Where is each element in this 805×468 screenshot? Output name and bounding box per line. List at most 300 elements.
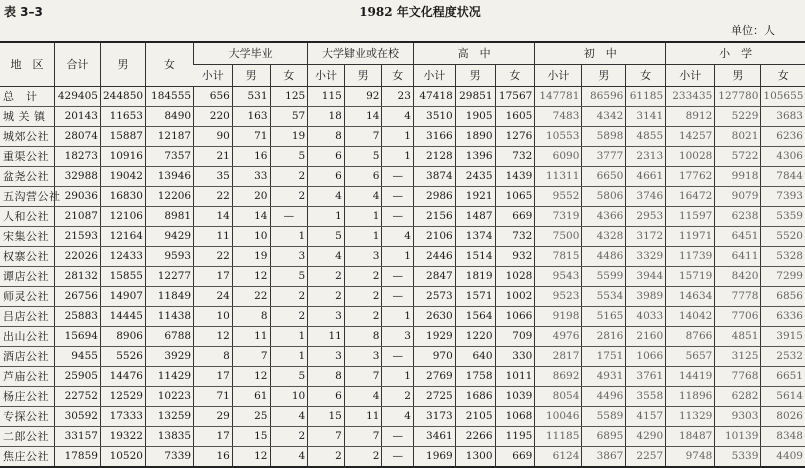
table-cell: 71 [232, 127, 270, 147]
table-cell: 932 [495, 247, 535, 267]
table-cell: 669 [495, 447, 535, 468]
table-cell: 2 [344, 447, 382, 468]
table-cell: 2817 [535, 347, 582, 367]
table-cell: 6 [308, 167, 345, 187]
table-cell: 8420 [715, 267, 761, 287]
table-cell: 2 [308, 267, 345, 287]
table-cell: 11739 [666, 247, 715, 267]
table-cell: 10 [232, 227, 270, 247]
region-name: 谭店公社 [0, 267, 54, 287]
table-row [0, 427, 805, 447]
table-cell: 5328 [761, 247, 805, 267]
table-cell: 8981 [145, 207, 193, 227]
table-cell: 9429 [145, 227, 193, 247]
table-cell: 22026 [54, 247, 100, 267]
table-cell: 25 [232, 407, 270, 427]
table-cell: 19 [270, 127, 308, 147]
table-cell: 6 [308, 147, 345, 167]
subheader-cell: 女 [626, 65, 666, 87]
table-cell: 25883 [54, 307, 100, 327]
header-group-university-grad: 大学毕业 [194, 42, 308, 65]
table-cell: 1 [344, 207, 382, 227]
table-cell: 1819 [455, 267, 495, 287]
table-cell: — [382, 167, 413, 187]
table-cell: 2816 [582, 327, 626, 347]
page-title: 1982 年文化程度状况 [359, 5, 481, 19]
table-cell: 11971 [666, 227, 715, 247]
region-name: 重渠公社 [0, 147, 54, 167]
table-cell: 3173 [413, 407, 455, 427]
table-cell: 1890 [455, 127, 495, 147]
table-cell: 1921 [455, 187, 495, 207]
data-table [0, 41, 805, 468]
table-cell: 3761 [626, 367, 666, 387]
table-cell: 9303 [715, 407, 761, 427]
table-cell: 16 [232, 147, 270, 167]
table-cell: 90 [194, 127, 233, 147]
table-cell: 429405 [54, 87, 100, 107]
table-cell: 5359 [761, 207, 805, 227]
table-cell: 3929 [145, 347, 193, 367]
table-cell: 23 [382, 87, 413, 107]
table-cell: 29036 [54, 187, 100, 207]
table-cell: 3915 [761, 327, 805, 347]
table-cell: 1066 [495, 307, 535, 327]
table-cell: 330 [495, 347, 535, 367]
table-cell: 4157 [626, 407, 666, 427]
table-cell: 3558 [626, 387, 666, 407]
table-row [0, 187, 805, 207]
table-cell: 125 [270, 87, 308, 107]
table-cell: 1 [382, 127, 413, 147]
table-cell: 21593 [54, 227, 100, 247]
table-cell: 11429 [145, 367, 193, 387]
table-cell: 9748 [666, 447, 715, 468]
table-cell: 26756 [54, 287, 100, 307]
table-cell: 33 [232, 167, 270, 187]
table-cell: 16830 [100, 187, 145, 207]
table-cell: 10046 [535, 407, 582, 427]
table-number: 表 3–3 [4, 5, 43, 19]
table-cell: 1905 [455, 107, 495, 127]
table-cell: 105655 [761, 87, 805, 107]
table-row [0, 447, 805, 468]
table-cell: 656 [194, 87, 233, 107]
region-name: 盆尧公社 [0, 167, 54, 187]
table-cell: 9552 [535, 187, 582, 207]
table-row [0, 207, 805, 227]
table-cell: 1969 [413, 447, 455, 468]
table-cell: 2266 [455, 427, 495, 447]
table-cell: 21087 [54, 207, 100, 227]
table-cell: 6336 [761, 307, 805, 327]
table-cell: 61185 [626, 87, 666, 107]
table-cell: 6090 [535, 147, 582, 167]
subheader-cell: 男 [232, 65, 270, 87]
table-cell: 163 [232, 107, 270, 127]
table-cell: 3777 [582, 147, 626, 167]
table-cell: 5 [308, 227, 345, 247]
table-cell: 10223 [145, 387, 193, 407]
table-cell: 11 [194, 227, 233, 247]
table-cell: 2 [308, 287, 345, 307]
table-row [0, 307, 805, 327]
table-cell: 14 [344, 107, 382, 127]
table-cell: 6856 [761, 287, 805, 307]
table-cell: 2435 [455, 167, 495, 187]
table-cell: 4366 [582, 207, 626, 227]
table-cell: 11653 [100, 107, 145, 127]
table-cell: — [382, 207, 413, 227]
table-cell: 47418 [413, 87, 455, 107]
table-cell: 2 [270, 427, 308, 447]
table-cell: 1220 [455, 327, 495, 347]
table-cell: 3510 [413, 107, 455, 127]
subheader-cell: 小计 [194, 65, 233, 87]
subheader-cell: 男 [582, 65, 626, 87]
table-cell: 12106 [100, 207, 145, 227]
table-cell: 5 [270, 267, 308, 287]
table-cell: 12277 [145, 267, 193, 287]
table-cell: 1 [344, 227, 382, 247]
table-cell: 7 [308, 427, 345, 447]
region-name: 城 关 镇 [0, 107, 54, 127]
table-cell: 5534 [582, 287, 626, 307]
table-cell: 4306 [761, 147, 805, 167]
table-cell: 7706 [715, 307, 761, 327]
region-name: 吕店公社 [0, 307, 54, 327]
table-cell: 4 [270, 447, 308, 468]
table-cell: 12187 [145, 127, 193, 147]
table-cell: 1 [270, 347, 308, 367]
table-row [0, 227, 805, 247]
table-cell: 22752 [54, 387, 100, 407]
header-female: 女 [145, 42, 193, 87]
table-cell: 10916 [100, 147, 145, 167]
table-cell: 127780 [715, 87, 761, 107]
table-cell: 11438 [145, 307, 193, 327]
table-row [0, 167, 805, 187]
table-cell: — [270, 207, 308, 227]
table-cell: 5339 [715, 447, 761, 468]
table-cell: 11 [232, 327, 270, 347]
table-cell: 1066 [626, 347, 666, 367]
table-cell: 2 [344, 307, 382, 327]
table-cell: 2257 [626, 447, 666, 468]
table-cell: 1065 [495, 187, 535, 207]
table-cell: 4 [344, 187, 382, 207]
table-cell: 12164 [100, 227, 145, 247]
table-cell: 3746 [626, 187, 666, 207]
table-cell: 2160 [626, 327, 666, 347]
table-cell: 17 [194, 427, 233, 447]
header-male: 男 [100, 42, 145, 87]
table-cell: 17 [194, 367, 233, 387]
table-cell: 13946 [145, 167, 193, 187]
region-name: 芦庙公社 [0, 367, 54, 387]
table-cell: 3329 [626, 247, 666, 267]
table-cell: 13835 [145, 427, 193, 447]
table-row [0, 147, 805, 167]
header-group-primary-school: 小 学 [666, 42, 805, 65]
table-cell: 6 [308, 387, 345, 407]
table-cell: 12433 [100, 247, 145, 267]
table-cell: 7299 [761, 267, 805, 287]
table-cell: — [382, 267, 413, 287]
table-cell: 4 [382, 407, 413, 427]
table-cell: 970 [413, 347, 455, 367]
table-cell: 3125 [715, 347, 761, 367]
header-total: 合计 [54, 42, 100, 87]
table-cell: 8054 [535, 387, 582, 407]
table-cell: 3141 [626, 107, 666, 127]
table-cell: 1 [270, 327, 308, 347]
table-cell: 2106 [413, 227, 455, 247]
header-region: 地 区 [0, 42, 54, 87]
table-cell: 1300 [455, 447, 495, 468]
table-cell: 2 [270, 287, 308, 307]
table-cell: 18487 [666, 427, 715, 447]
table-cell: 7815 [535, 247, 582, 267]
table-cell: 669 [495, 207, 535, 227]
table-cell: 9918 [715, 167, 761, 187]
page-header [0, 2, 805, 22]
table-cell: 1514 [455, 247, 495, 267]
region-name: 二郎公社 [0, 427, 54, 447]
table-cell: 15719 [666, 267, 715, 287]
table-cell: 7319 [535, 207, 582, 227]
table-cell: 9198 [535, 307, 582, 327]
table-cell: 4342 [582, 107, 626, 127]
table-cell: 5 [270, 367, 308, 387]
region-name: 宋集公社 [0, 227, 54, 247]
table-cell: 10 [194, 307, 233, 327]
table-cell: 57 [270, 107, 308, 127]
table-cell: 7 [344, 127, 382, 147]
region-name: 人和公社 [0, 207, 54, 227]
table-cell: 7500 [535, 227, 582, 247]
table-cell: 22 [232, 287, 270, 307]
table-cell: — [382, 427, 413, 447]
table-cell: 233435 [666, 87, 715, 107]
table-cell: 1374 [455, 227, 495, 247]
table-cell: 25905 [54, 367, 100, 387]
table-row [0, 347, 805, 367]
table-cell: 71 [194, 387, 233, 407]
table-cell: 14634 [666, 287, 715, 307]
table-cell: 8 [308, 127, 345, 147]
table-cell: 14257 [666, 127, 715, 147]
table-row [0, 367, 805, 387]
table-cell: 9523 [535, 287, 582, 307]
table-cell: 11849 [145, 287, 193, 307]
table-cell: 2532 [761, 347, 805, 367]
table-cell: 3461 [413, 427, 455, 447]
table-cell: 12 [232, 267, 270, 287]
table-cell: 9543 [535, 267, 582, 287]
region-name: 师灵公社 [0, 287, 54, 307]
table-cell: 2105 [455, 407, 495, 427]
table-cell: 4 [344, 387, 382, 407]
table-cell: 8766 [666, 327, 715, 347]
table-cell: 2 [344, 287, 382, 307]
table-cell: 13259 [145, 407, 193, 427]
subheader-cell: 小计 [413, 65, 455, 87]
table-cell: — [382, 187, 413, 207]
table-row [0, 267, 805, 287]
subheader-cell: 小计 [666, 65, 715, 87]
table-cell: 6 [344, 167, 382, 187]
table-cell: 16472 [666, 187, 715, 207]
table-cell: 1 [382, 307, 413, 327]
table-cell: 4 [308, 247, 345, 267]
table-cell: 14445 [100, 307, 145, 327]
table-cell: 2 [344, 267, 382, 287]
table-cell: 1751 [582, 347, 626, 367]
table-cell: 2847 [413, 267, 455, 287]
table-cell: 5526 [100, 347, 145, 367]
table-cell: 9455 [54, 347, 100, 367]
table-cell: 1929 [413, 327, 455, 347]
table-cell: 2953 [626, 207, 666, 227]
table-cell: 4 [382, 107, 413, 127]
table-cell: 11329 [666, 407, 715, 427]
table-cell: 19322 [100, 427, 145, 447]
table-cell: 7339 [145, 447, 193, 468]
total-row [0, 87, 805, 107]
table-cell: 8692 [535, 367, 582, 387]
table-cell: 8 [232, 307, 270, 327]
table-cell: 5589 [582, 407, 626, 427]
table-cell: 3 [308, 307, 345, 327]
table-cell: 7 [344, 367, 382, 387]
table-cell: 24 [194, 287, 233, 307]
table-cell: 32988 [54, 167, 100, 187]
table-cell: 4851 [715, 327, 761, 347]
table-cell: 6411 [715, 247, 761, 267]
table-cell: 1 [382, 247, 413, 267]
table-cell: 17762 [666, 167, 715, 187]
table-cell: 2 [270, 167, 308, 187]
table-cell: 2313 [626, 147, 666, 167]
table-cell: 3 [308, 347, 345, 367]
table-cell: 10139 [715, 427, 761, 447]
table-cell: 3867 [582, 447, 626, 468]
table-cell: 3989 [626, 287, 666, 307]
table-cell: 2725 [413, 387, 455, 407]
table-cell: 15 [308, 407, 345, 427]
table-cell: 33157 [54, 427, 100, 447]
table-body [0, 87, 805, 468]
table-cell: 15887 [100, 127, 145, 147]
table-cell: 2446 [413, 247, 455, 267]
table-cell: 6788 [145, 327, 193, 347]
table-cell: 2 [270, 307, 308, 327]
table-cell: 12206 [145, 187, 193, 207]
table-cell: 14 [232, 207, 270, 227]
table-cell: 3 [344, 247, 382, 267]
table-cell: 12 [232, 447, 270, 468]
table-cell: 17859 [54, 447, 100, 468]
table-cell: 3166 [413, 127, 455, 147]
table-cell: 7483 [535, 107, 582, 127]
table-cell: 8026 [761, 407, 805, 427]
table-row [0, 127, 805, 147]
table-cell: 1028 [495, 267, 535, 287]
table-row [0, 387, 805, 407]
table-cell: 11311 [535, 167, 582, 187]
table-cell: 1571 [455, 287, 495, 307]
table-cell: 2128 [413, 147, 455, 167]
table-cell: 4 [382, 227, 413, 247]
region-name: 专探公社 [0, 407, 54, 427]
table-cell: — [382, 287, 413, 307]
table-cell: 1758 [455, 367, 495, 387]
table-cell: 1011 [495, 367, 535, 387]
table-cell: 5599 [582, 267, 626, 287]
table-cell: 9079 [715, 187, 761, 207]
table-cell: 14419 [666, 367, 715, 387]
table-cell: 3944 [626, 267, 666, 287]
table-cell: 20 [232, 187, 270, 207]
table-cell: 8 [194, 347, 233, 367]
table-cell: 8912 [666, 107, 715, 127]
table-cell: 6282 [715, 387, 761, 407]
table-cell: 5722 [715, 147, 761, 167]
table-cell: 35 [194, 167, 233, 187]
table-cell: 11 [308, 327, 345, 347]
table-cell: 147781 [535, 87, 582, 107]
table-cell: 1487 [455, 207, 495, 227]
table-cell: 12 [232, 367, 270, 387]
table-cell: — [382, 447, 413, 468]
table-cell: 14907 [100, 287, 145, 307]
table-row [0, 327, 805, 347]
table-cell: 15694 [54, 327, 100, 347]
table-cell: 19 [232, 247, 270, 267]
table-cell: 4290 [626, 427, 666, 447]
table-cell: 1 [308, 207, 345, 227]
subheader-cell: 男 [344, 65, 382, 87]
table-cell: 5898 [582, 127, 626, 147]
region-name: 出山公社 [0, 327, 54, 347]
table-cell: 7357 [145, 147, 193, 167]
table-cell: 11185 [535, 427, 582, 447]
region-name: 五沟营公社 [0, 187, 54, 207]
table-cell: 4496 [582, 387, 626, 407]
region-name: 焦庄公社 [0, 447, 54, 468]
region-name: 城郊公社 [0, 127, 54, 147]
table-cell: 6124 [535, 447, 582, 468]
subheader-cell: 男 [455, 65, 495, 87]
table-row [0, 407, 805, 427]
table-cell: 640 [455, 347, 495, 367]
table-cell: 10520 [100, 447, 145, 468]
table-cell: 7393 [761, 187, 805, 207]
table-cell: 8021 [715, 127, 761, 147]
table-cell: 11597 [666, 207, 715, 227]
table-cell: 1 [382, 147, 413, 167]
table-cell: 2986 [413, 187, 455, 207]
header-group-high-school: 高 中 [413, 42, 534, 65]
table-cell: — [382, 347, 413, 367]
table-cell: 5614 [761, 387, 805, 407]
table-cell: 5 [270, 147, 308, 167]
table-cell: 4976 [535, 327, 582, 347]
table-cell: 86596 [582, 87, 626, 107]
table-cell: 1564 [455, 307, 495, 327]
table-cell: 3172 [626, 227, 666, 247]
